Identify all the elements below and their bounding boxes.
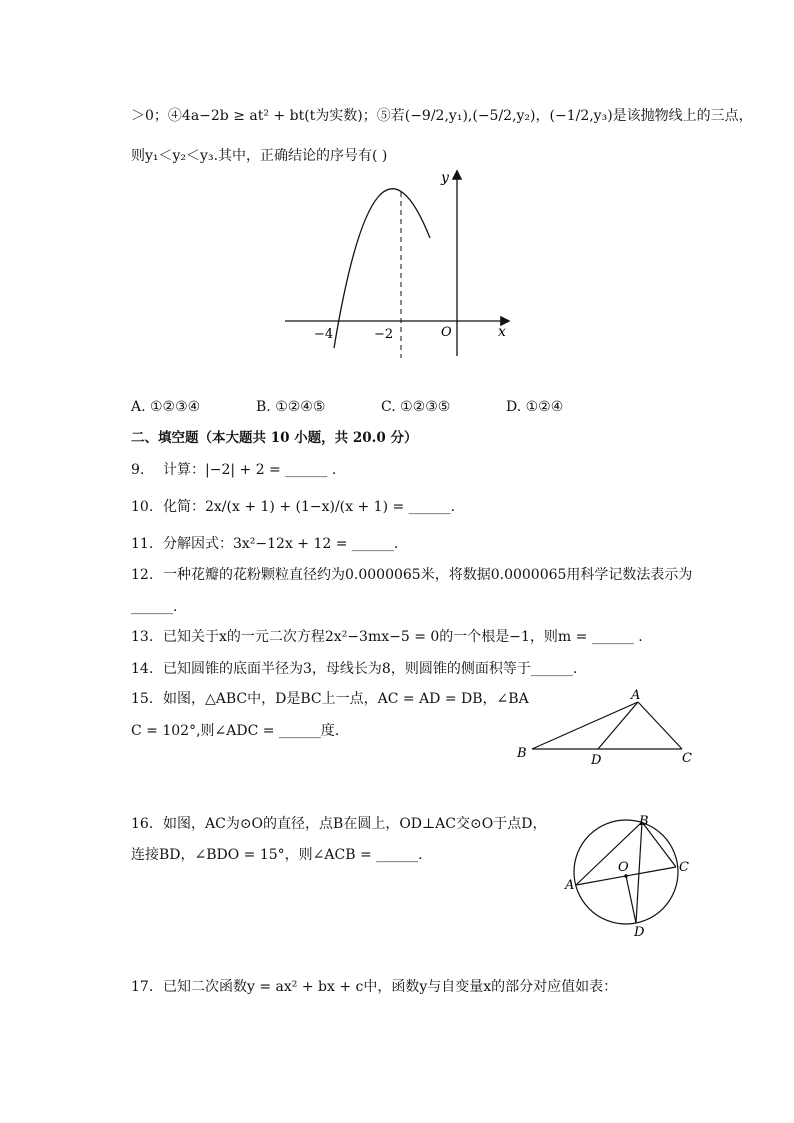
- label-c: C: [682, 751, 692, 766]
- q16-text-line2: 连接BD，∠BDO = 15°，则∠ACB = ______.: [131, 847, 423, 863]
- q16-number: 16.: [131, 816, 154, 832]
- q15-number: 15.: [131, 691, 154, 707]
- parabola-curve: [334, 189, 430, 348]
- chord-ab: [576, 822, 642, 885]
- question-10: [131, 497, 455, 517]
- section-heading: 二、填空题（本大题共 10 小题，共 20.0 分）: [131, 430, 418, 446]
- q15-triangle-figure: [510, 685, 700, 775]
- label-o: O: [618, 860, 629, 875]
- segment-bd: [636, 822, 642, 923]
- label-b: B: [639, 814, 649, 829]
- q8-text-line2: 则y₁＜y₂＜y₃.其中，正确结论的序号有( ): [131, 148, 388, 164]
- question-11: [131, 534, 398, 554]
- q13-number: 13.: [131, 629, 154, 645]
- q14-number: 14.: [131, 661, 154, 677]
- y-axis-label: y: [441, 170, 449, 186]
- question-13: [131, 627, 643, 647]
- label-d: D: [591, 753, 602, 768]
- segment-ad: [598, 702, 638, 749]
- q11-text: 分解因式：3x²−12x + 12 = ______.: [163, 536, 399, 552]
- segment-od: [626, 876, 636, 923]
- question-15: [131, 689, 529, 709]
- option-b[interactable]: B. ①②④⑤: [256, 399, 326, 415]
- q10-text: 化简：2x/(x + 1) + (1−x)/(x + 1) = ______.: [163, 499, 456, 515]
- question-12: [131, 565, 692, 585]
- question-14: [131, 659, 577, 679]
- q9-number: 9.: [131, 462, 145, 478]
- origin-label: O: [441, 325, 452, 340]
- q17-number: 17.: [131, 979, 154, 995]
- q10-number: 10.: [131, 499, 154, 515]
- tick-neg2: −2: [374, 327, 394, 342]
- q9-text: 计算：|−2| + 2 = ______ .: [163, 462, 337, 478]
- q15-text-line1: 如图，△ABC中，D是BC上一点，AC = AD = DB，∠BA: [163, 691, 529, 707]
- q12-text: 一种花瓣的花粉颗粒直径约为0.0000065米，将数据0.0000065用科学记数法表示为: [163, 567, 693, 583]
- q12-blank: ______.: [131, 599, 178, 615]
- q8-parabola-graph: [270, 160, 530, 370]
- q16-circle-figure: [560, 810, 700, 940]
- label-c: C: [679, 860, 689, 875]
- tick-neg4: −4: [314, 327, 334, 342]
- option-d[interactable]: D. ①②④: [506, 399, 564, 415]
- option-a[interactable]: A. ①②③④: [131, 399, 201, 415]
- q14-text: 已知圆锥的底面半径为3，母线长为8，则圆锥的侧面积等于______.: [163, 661, 578, 677]
- q8-text-line1: ＞0；④4a−2b ≥ at² + bt(t为实数)；⑤若(−9/2,y₁),(−5/2,y₂)，(−1/2,y₃)是该抛物线上的三点，: [131, 108, 753, 124]
- q8-options: [131, 397, 631, 417]
- side-ac: [638, 702, 682, 749]
- question-16: [131, 814, 546, 834]
- option-c[interactable]: C. ①②③⑤: [381, 399, 451, 415]
- q12-number: 12.: [131, 567, 154, 583]
- q15-text-line2: C = 102°,则∠ADC = ______度.: [131, 723, 340, 739]
- label-d: D: [634, 925, 645, 940]
- q13-text: 已知关于x的一元二次方程2x²−3mx−5 = 0的一个根是−1，则m = ______ .: [163, 629, 643, 645]
- side-ba: [532, 702, 638, 749]
- label-a: A: [565, 878, 575, 893]
- question-9: [131, 460, 336, 480]
- x-axis-label: x: [498, 324, 506, 340]
- label-a: A: [631, 688, 641, 703]
- q11-number: 11.: [131, 536, 154, 552]
- label-b: B: [517, 746, 527, 761]
- q17-text: 已知二次函数y = ax² + bx + c中，函数y与自变量x的部分对应值如表：: [163, 979, 618, 995]
- q16-text-line1: 如图，AC为⊙O的直径，点B在圆上，OD⊥AC交⊙O于点D，: [163, 816, 547, 832]
- question-17: [131, 977, 617, 997]
